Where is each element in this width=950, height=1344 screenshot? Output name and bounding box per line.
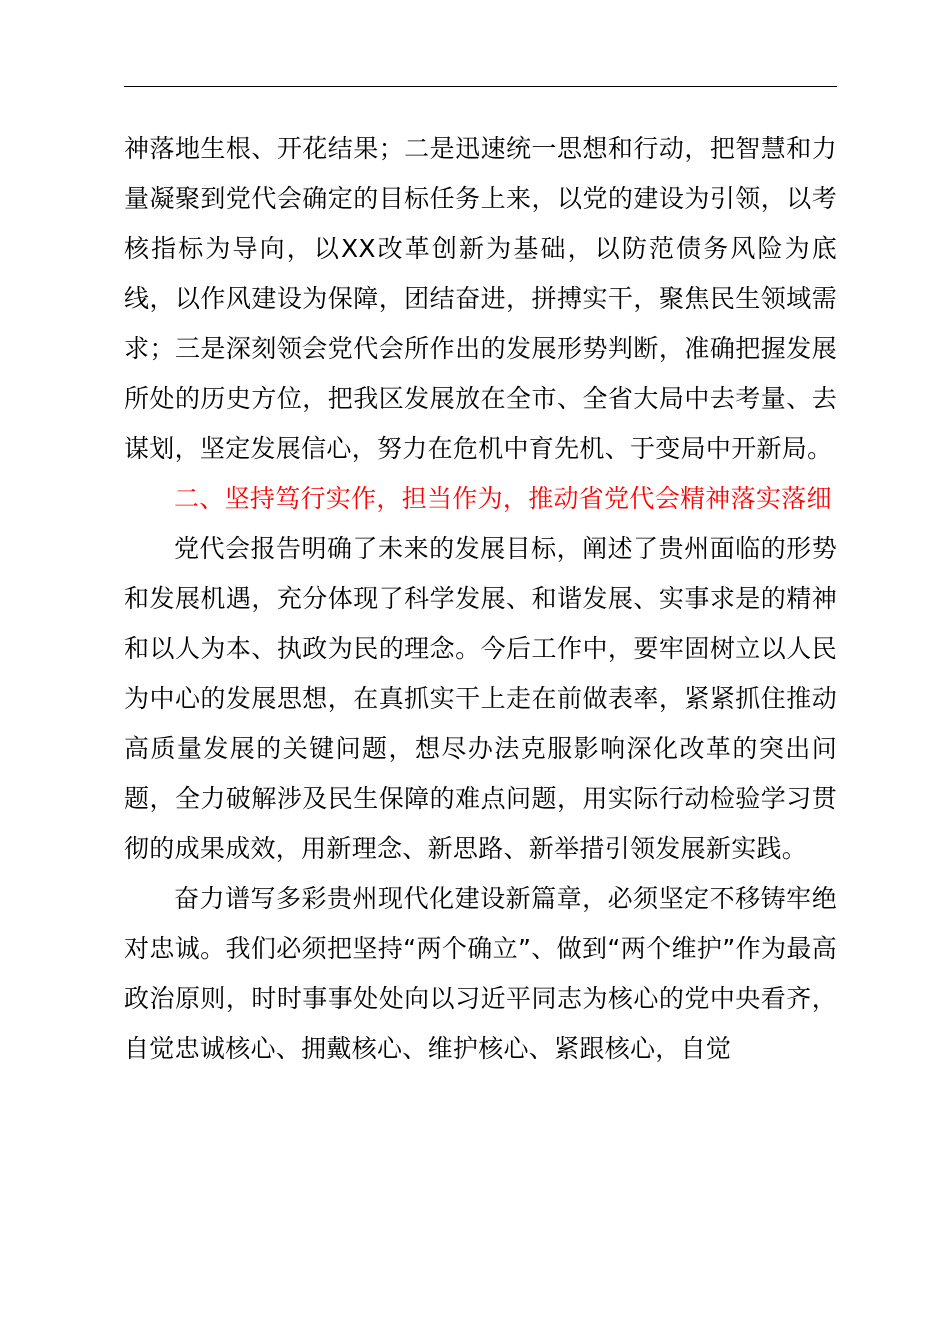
document-body	[124, 124, 837, 1074]
body-paragraph-2: 党代会报告明确了未来的发展目标，阐述了贵州面临的形势和发展机遇，充分体现了科学发展、和谐发展、实事求是的精神和以人为本、执政为民的理念。今后工作中，要牢固树立以人民为中心的发展思想，在真抓实干上走在前做表率，紧紧抓住推动高质量发展的关键问题，想尽办法克服影响深化改革的突出问题，全力破解涉及民生保障的难点问题，用实际行动检验学习贯彻的成果成效，用新理念、新思路、新举措引领发展新实践。	[124, 534, 837, 863]
body-paragraph-1: 神落地生根、开花结果；二是迅速统一思想和行动，把智慧和力量凝聚到党代会确定的目标任务上来，以党的建设为引领，以考核指标为导向，以XX改革创新为基础，以防范债务风险为底线，以作风建设为保障，团结奋进，拼搏实干，聚焦民生领域需求；三是深刻领会党代会所作出的发展形势判断，准确把握发展所处的历史方位，把我区发展放在全市、全省大局中去考量、去谋划，坚定发展信心，努力在危机中育先机、于变局中开新局。	[124, 134, 837, 463]
body-paragraph-3: 奋力谱写多彩贵州现代化建设新篇章，必须坚定不移铸牢绝对忠诚。我们必须把坚持“两个确立”、做到“两个维护”作为最高政治原则，时时事事处处向以习近平同志为核心的党中央看齐，自觉忠诚核心、拥戴核心、维护核心、紧跟核心，自觉	[124, 884, 837, 1063]
section-heading-2: 二、坚持笃行实作，担当作为，推动省党代会精神落实落细	[174, 484, 832, 513]
header-rule	[124, 86, 837, 87]
